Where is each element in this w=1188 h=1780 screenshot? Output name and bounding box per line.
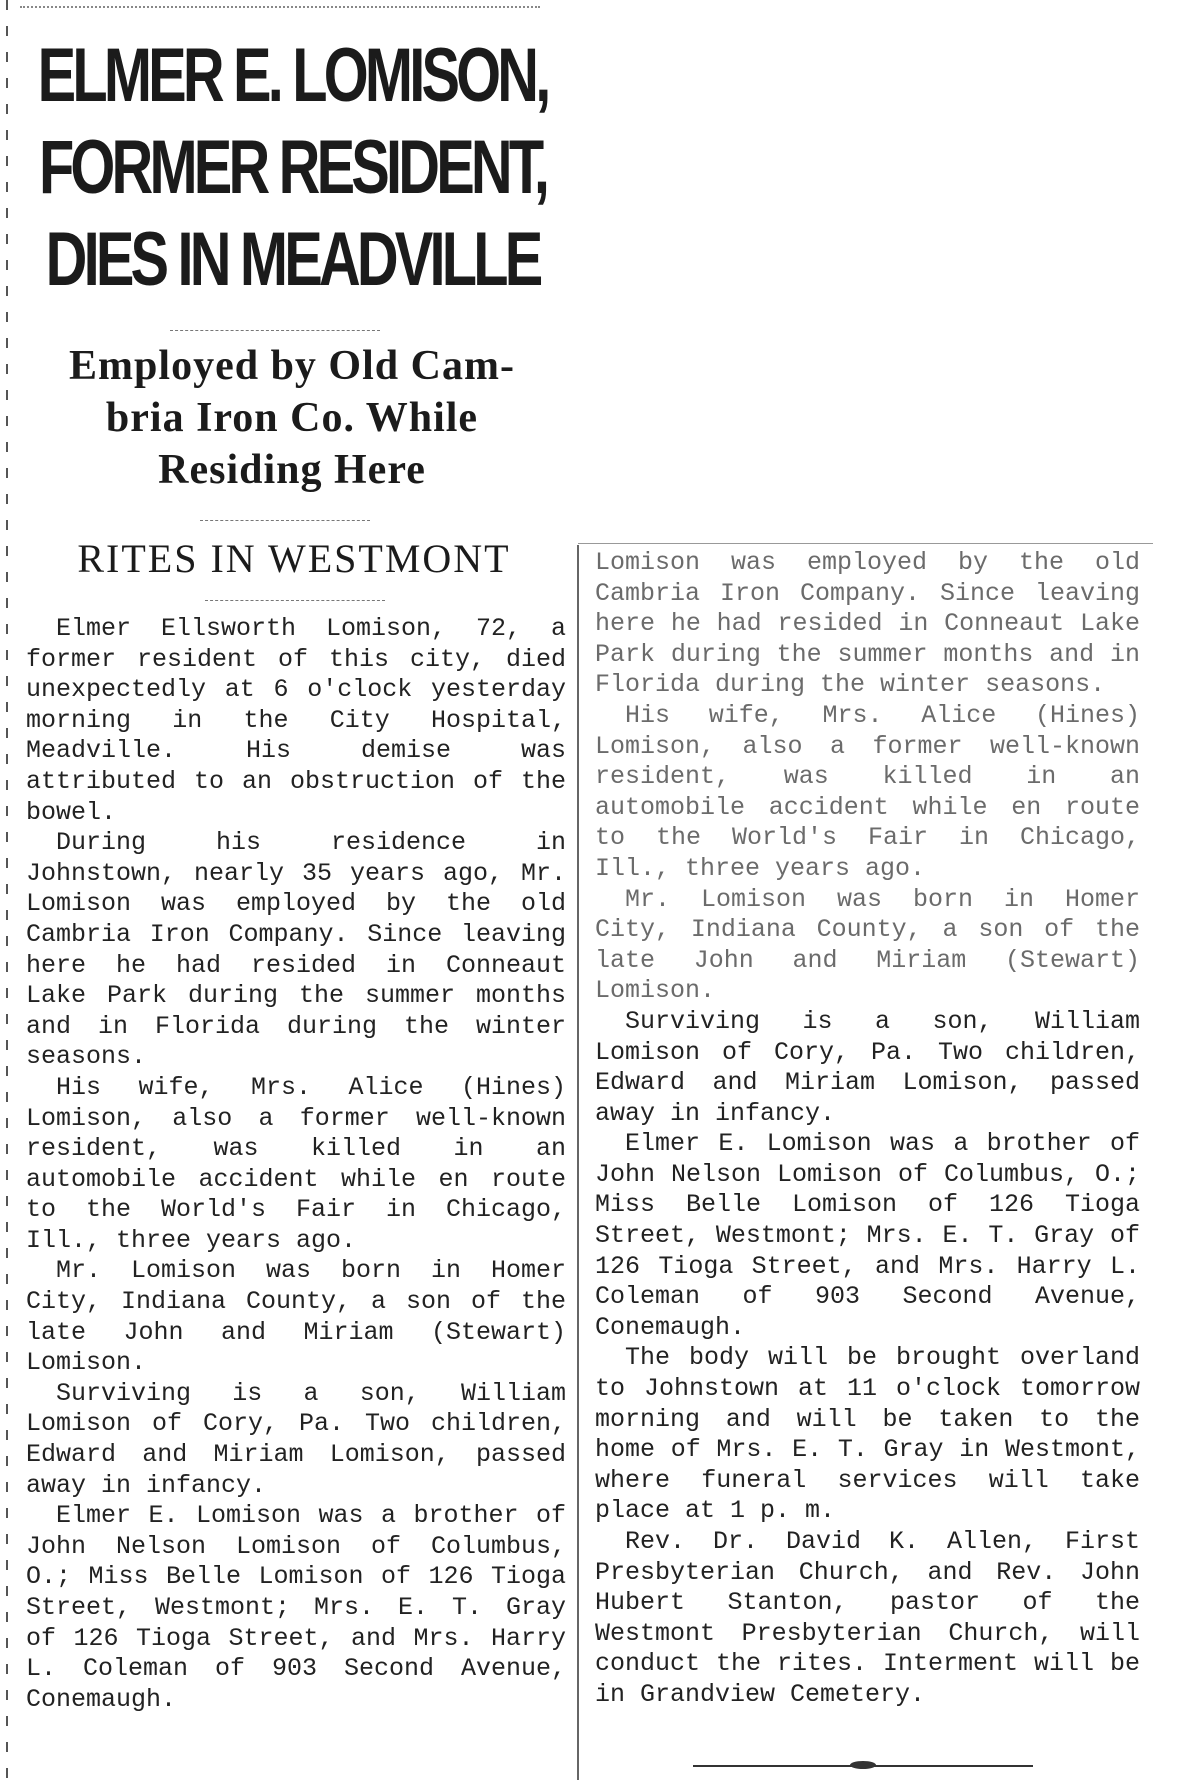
paragraph: Elmer E. Lomison was a brother of John Nelson Lomison of Columbus, O.; Miss Belle Lomison of 126 Tioga Street, Westmont; Mrs. E. T. Gray of 126 Tioga Street, and Mrs. Harry L. Coleman of 903 Second Avenue, Conemaugh. [26, 1501, 566, 1714]
subhead-separator [200, 520, 370, 521]
subhead-line-3: Residing Here [158, 447, 426, 493]
paragraph: Surviving is a son, William Lomison of Cory, Pa. Two children, Edward and Miriam Lomison, passed away in infancy. [595, 1006, 1140, 1128]
right-column-top-rule [578, 543, 1153, 544]
paragraph: Surviving is a son, William Lomison of Cory, Pa. Two children, Edward and Miriam Lomison, passed away in infancy. [26, 1378, 566, 1500]
paragraph: Elmer Ellsworth Lomison, 72, a former resident of this city, died unexpectedly at 6 o'clock yesterday morning in the City Hospital, Meadville. His demise was attributed to an obstruction of the bowel. [26, 614, 566, 827]
section-heading: RITES IN WESTMONT [77, 536, 511, 581]
subheadline [22, 340, 562, 496]
section-separator [205, 600, 385, 601]
paragraph: Mr. Lomison was born in Homer City, Indiana County, a son of the late John and Miriam (Stewart) Lomison. [26, 1256, 566, 1378]
paragraph: During his residence in Johnstown, nearly 35 years ago, Mr. Lomison was employed by the old Cambria Iron Company. Since leaving here he had resided in Conneaut Lake Park during the summer months and in Florida during the winter seasons. [26, 828, 566, 1072]
column-rule [577, 545, 579, 1780]
paragraph: Rev. Dr. David K. Allen, First Presbyterian Church, and Rev. John Hubert Stanton, pastor of the Westmont Presbyterian Church, will conduct the rites. Interment will be in Grandview Cemetery. [595, 1527, 1140, 1709]
headline-line-3: DIES IN MEADVILLE [45, 217, 540, 302]
paragraph: His wife, Mrs. Alice (Hines) Lomison, also a former well-known resident, was killed in an automobile accident while en route to the World's Fair in Chicago, Ill., three years ago. [595, 700, 1140, 883]
paragraph: The body will be brought overland to Johnstown at 11 o'clock tomorrow morning and will be taken to the home of Mrs. E. T. Gray in Westmont, where funeral services will take place at 1 p. m. [595, 1343, 1140, 1526]
page-edge-border [6, 0, 8, 1780]
subhead-line-2: bria Iron Co. While [105, 395, 479, 441]
headline [22, 30, 563, 306]
paragraph: Elmer E. Lomison was a brother of John Nelson Lomison of Columbus, O.; Miss Belle Lomison of 126 Tioga Street, Westmont; Mrs. E. T. Gray of 126 Tioga Street, and Mrs. Harry L. Coleman of 903 Second Avenue, Conemaugh. [595, 1129, 1140, 1342]
end-ornament-icon [850, 1761, 876, 1769]
faded-paragraph: Lomison was employed by the old Cambria Iron Company. Since leaving here he had resided in Conneaut Lake Park during the summer months and in Florida during the winter seasons. [595, 548, 1140, 700]
article-left-column [26, 614, 566, 1715]
paragraph: Mr. Lomison was born in Homer City, Indiana County, a son of the late John and Miriam (Stewart) Lomison. [595, 884, 1140, 1006]
top-rule [20, 6, 540, 8]
subhead-line-1: Employed by Old Cam- [69, 343, 515, 389]
headline-line-2: FORMER RESIDENT, [38, 125, 547, 210]
article-right-column [595, 548, 1140, 1711]
paragraph: His wife, Mrs. Alice (Hines) Lomison, also a former well-known resident, was killed in an automobile accident while en route to the World's Fair in Chicago, Ill., three years ago. [26, 1072, 566, 1255]
headline-separator [170, 330, 380, 331]
headline-line-1: ELMER E. LOMISON, [37, 33, 548, 118]
